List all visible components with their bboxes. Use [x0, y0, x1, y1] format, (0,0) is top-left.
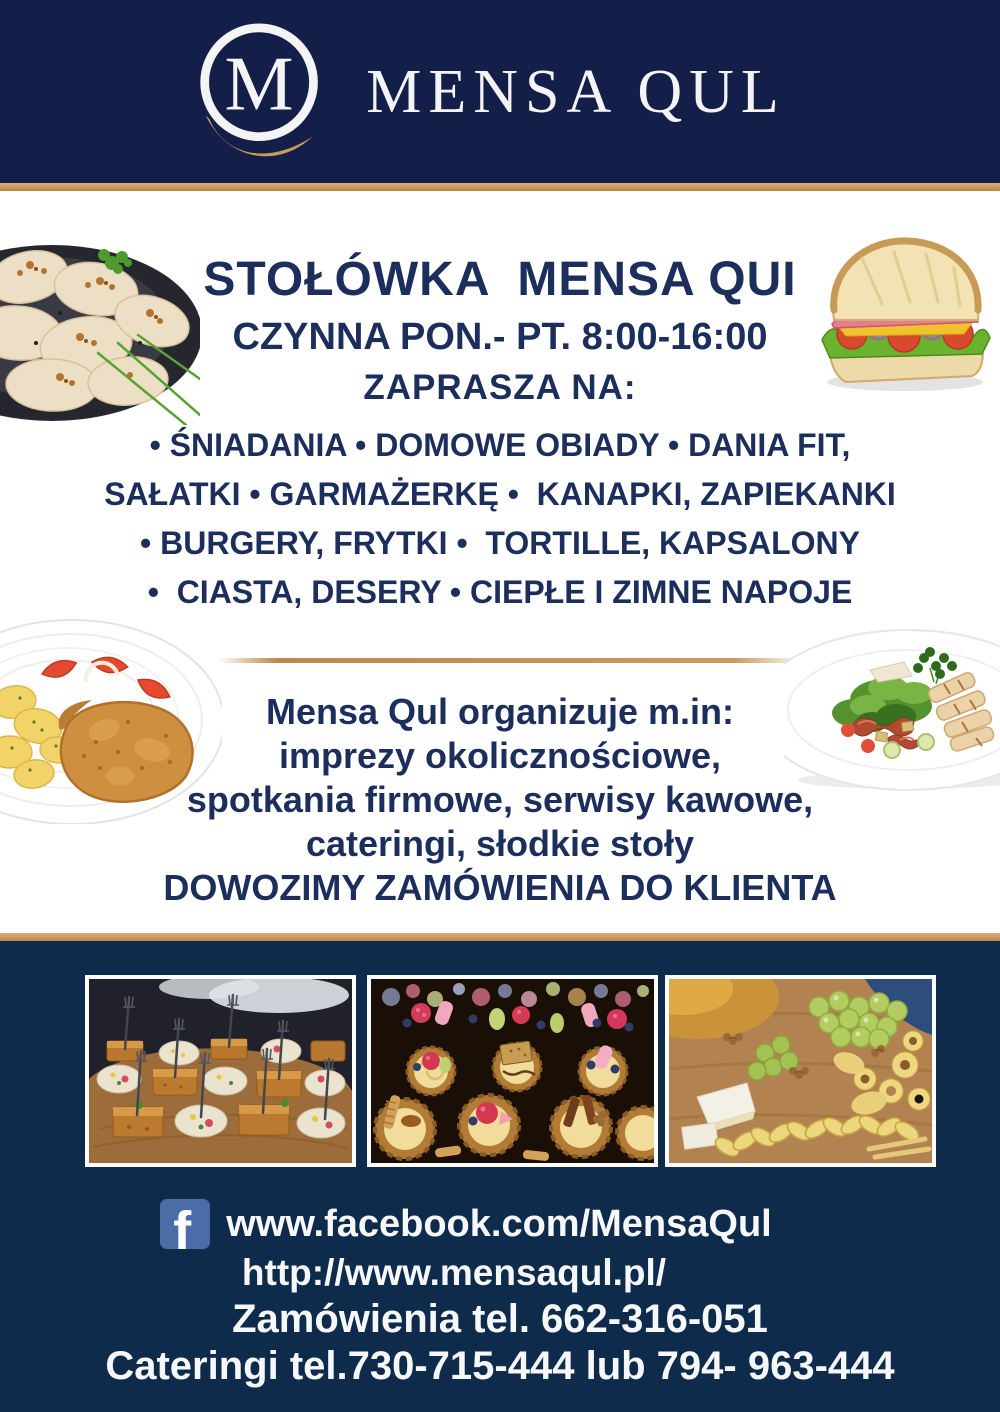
invite-line: ZAPRASZA NA:: [363, 368, 637, 407]
orders-phone: Zamówienia tel. 662-316-051: [232, 1297, 768, 1341]
cheese-photo: [665, 975, 936, 1167]
menu-list: [0, 421, 1000, 617]
facebook-row: [0, 1199, 966, 1249]
page-title: STOŁÓWKA MENSA QUI: [203, 253, 797, 306]
menu-line: • BURGERY, FRYTKI • TORTILLE, KAPSALONY: [140, 525, 860, 561]
gold-divider: [218, 658, 806, 663]
events-line: DOWOZIMY ZAMÓWIENIA DO KLIENTA: [163, 867, 837, 908]
website-url: http://www.mensaqul.pl/: [241, 1252, 667, 1293]
facebook-icon-glyph: f: [173, 1201, 192, 1249]
gold-bar-bottom: [0, 933, 1000, 941]
brand-wordmark: MENSA QUL: [366, 58, 786, 126]
catering-phone: Cateringi tel.730-715-444 lub 794- 963-444: [105, 1344, 895, 1388]
gold-bar-top: [0, 183, 1000, 191]
opening-hours: CZYNNA PON.- PT. 8:00-16:00: [232, 316, 768, 358]
facebook-url: www.facebook.com/MensaQul: [226, 1202, 772, 1245]
buffet-photo: [85, 975, 356, 1167]
facebook-icon: [160, 1199, 210, 1249]
brand-logo: [194, 17, 786, 167]
events-block: [0, 690, 1000, 910]
events-line: imprezy okolicznościowe,: [278, 735, 722, 776]
tarts-photo: [367, 975, 658, 1167]
events-line: spotkania firmowe, serwisy kawowe,: [186, 779, 814, 820]
menu-line: SAŁATKI • GARMAŻERKĘ • KANAPKI, ZAPIEKANKI: [104, 476, 896, 512]
events-line: Mensa Qul organizuje m.in:: [265, 691, 735, 732]
logo-mark-icon: [194, 17, 330, 167]
events-line: cateringi, słodkie stoły: [305, 823, 695, 864]
menu-line: • CIASTA, DESERY • CIEPŁE I ZIMNE NAPOJE: [147, 574, 853, 610]
logo-monogram: M: [224, 39, 294, 126]
header: [0, 0, 1000, 183]
menu-line: • ŚNIADANIA • DOMOWE OBIADY • DANIA FIT,: [149, 427, 851, 463]
